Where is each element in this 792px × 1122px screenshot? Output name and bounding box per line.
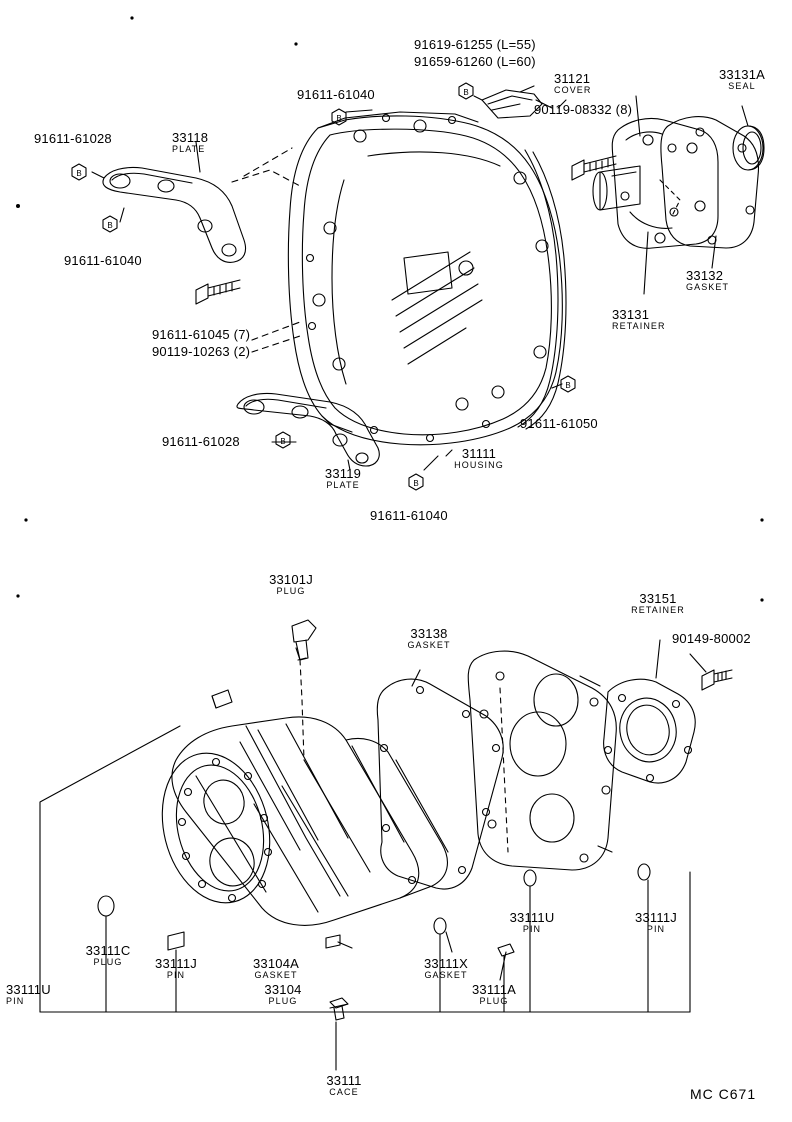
callout-number: 91611-61028 [34, 131, 112, 146]
callout-33138-gasket[interactable] [384, 627, 474, 650]
callout-number: 33101J [269, 572, 313, 587]
callout-subtitle: PLUG [268, 995, 298, 1006]
callout-number: 31111 [461, 446, 497, 461]
callout-33111J-pin-right[interactable] [622, 911, 690, 934]
callout-91611-61040-bottom[interactable] [370, 509, 448, 523]
callout-91619-61255[interactable] [414, 38, 536, 52]
callout-number: 33111X [423, 956, 469, 971]
callout-subtitle: RETAINER [612, 320, 666, 331]
callout-33111C-plug[interactable] [72, 944, 144, 967]
callout-33111A-plug[interactable] [456, 983, 532, 1006]
callout-number: 33138 [410, 626, 448, 641]
callout-33131-retainer[interactable] [612, 308, 666, 331]
callout-number: 91619-61255 (L=55) [414, 37, 536, 52]
callout-91611-61028-lower[interactable] [162, 435, 240, 449]
callout-number: 91611-61050 [520, 416, 598, 431]
callout-number: 33131 [612, 307, 650, 322]
callout-subtitle: GASKET [254, 969, 298, 980]
callout-90119-08332[interactable] [534, 103, 632, 117]
callout-number: 91611-61040 [64, 253, 142, 268]
callout-33132-gasket[interactable] [686, 269, 729, 292]
callout-number: 91611-61028 [162, 434, 240, 449]
callout-number: 33111U [6, 982, 51, 997]
svg-text:B: B [336, 114, 342, 123]
callout-31121-cover[interactable] [554, 72, 592, 95]
diagram-code: MC C671 [690, 1086, 757, 1102]
callout-33111J-pin-left[interactable] [142, 957, 210, 980]
callout-subtitle: PLUG [276, 585, 306, 596]
callout-subtitle: SEAL [728, 80, 756, 91]
callout-91611-61050[interactable] [520, 417, 598, 431]
callout-subtitle: PIN [6, 995, 25, 1006]
callout-number: 91611-61040 [370, 508, 448, 523]
callout-91611-61028-upper[interactable] [34, 132, 112, 146]
callout-number: 91659-61260 (L=60) [414, 54, 536, 69]
callout-subtitle: PLUG [479, 995, 509, 1006]
svg-text:B: B [463, 88, 469, 97]
callout-number: 90149-80002 [672, 631, 751, 646]
callout-33104A-gasket[interactable] [236, 957, 316, 980]
svg-text:B: B [413, 479, 419, 488]
svg-text:B: B [107, 221, 113, 230]
callout-subtitle: RETAINER [631, 604, 685, 615]
callout-33101J-plug[interactable] [246, 573, 336, 596]
svg-text:B: B [565, 381, 571, 390]
callout-subtitle: PIN [646, 923, 666, 934]
callout-number: 33104 [264, 982, 302, 997]
callout-number: 31121 [554, 71, 591, 86]
callout-subtitle: PLATE [326, 479, 360, 490]
callout-number: 33132 [686, 268, 724, 283]
callout-number: 33111U [509, 910, 555, 925]
callout-subtitle: PLUG [93, 956, 123, 967]
callout-91659-61260[interactable] [414, 55, 536, 69]
callout-33111X-gasket[interactable] [406, 957, 486, 980]
callout-91611-61040-top[interactable] [297, 88, 375, 102]
callout-number: 90119-10263 (2) [152, 344, 251, 359]
callout-subtitle: GASKET [407, 639, 451, 650]
callout-33151-retainer[interactable] [608, 592, 708, 615]
callout-number: 33131A [718, 67, 766, 82]
callout-33119-plate[interactable] [306, 467, 380, 490]
callout-91611-61040-left[interactable] [64, 254, 142, 268]
callout-number: 33111J [635, 910, 677, 925]
callout-subtitle: PLATE [172, 143, 206, 154]
callout-subtitle: HOUSING [454, 459, 504, 470]
callout-33111U-pin-left[interactable] [6, 983, 51, 1006]
callout-subtitle: CACE [329, 1086, 359, 1097]
callout-31111-housing[interactable] [434, 447, 524, 470]
callout-33111-case[interactable] [306, 1074, 382, 1097]
callout-33104-plug[interactable] [246, 983, 320, 1006]
callout-91611-61045[interactable] [152, 328, 250, 342]
callout-33118-plate[interactable] [172, 131, 208, 154]
svg-text:B: B [76, 169, 82, 178]
callout-subtitle: PIN [166, 969, 186, 980]
callout-number: 33119 [324, 466, 362, 481]
callout-33111U-pin-mid[interactable] [498, 911, 566, 934]
callout-90119-10263[interactable] [152, 345, 250, 359]
svg-text:B: B [280, 437, 286, 446]
callout-subtitle: COVER [554, 84, 592, 95]
callout-33131A-seal[interactable] [702, 68, 782, 91]
callout-number: 33111C [85, 943, 131, 958]
callout-subtitle: PIN [522, 923, 542, 934]
callout-number: 33111 [326, 1073, 362, 1088]
callout-number: 33118 [172, 130, 209, 145]
callout-number: 33111A [471, 982, 517, 997]
callout-subtitle: GASKET [686, 281, 730, 292]
callout-number: 90119-08332 (8) [534, 102, 633, 117]
callout-subtitle: GASKET [424, 969, 468, 980]
callout-number: 91611-61045 (7) [152, 327, 251, 342]
callout-90149-80002[interactable] [672, 632, 751, 646]
callout-number: 91611-61040 [297, 87, 375, 102]
callout-number: 33104A [252, 956, 300, 971]
callout-number: 33111J [155, 956, 197, 971]
callout-number: 33151 [639, 591, 677, 606]
